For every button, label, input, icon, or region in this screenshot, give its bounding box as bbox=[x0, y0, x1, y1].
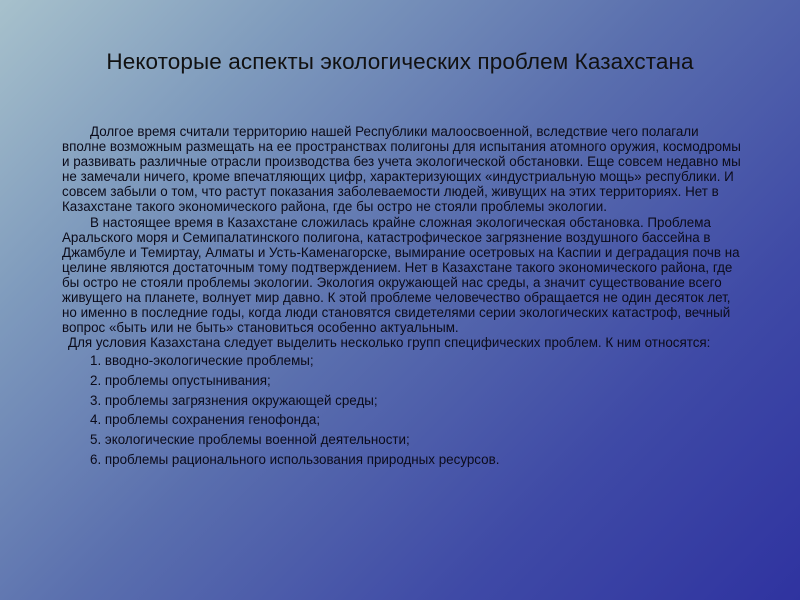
paragraph-1: Долгое время считали территорию нашей Республики малоосвоенной, вследствие чего полагали вполне возможным размещать на ее пространствах полигоны для испытания атомного оружия, космодромы и развивать различные отрасли производства без учета экологической обстановки. Еще совсем недавно мы не замечали ничего, кроме впечатляющих цифр, характеризующих «индустриальную мощь» республики. И совсем забыли о том, что растут показания заболеваемости людей, живущих на этих территориях. Нет в Казахстане такого экономического района, где бы остро не стояли проблемы экологии. bbox=[62, 124, 741, 215]
paragraph-3: Для условия Казахстана следует выделить несколько групп специфических проблем. К ним относятся: bbox=[68, 335, 711, 351]
problems-list bbox=[90, 353, 742, 467]
slide-body bbox=[62, 124, 742, 472]
slide-title: Некоторые аспекты экологических проблем Казахстана bbox=[106, 49, 694, 74]
list-item: 6. проблемы рационального использования природных ресурсов. bbox=[90, 451, 500, 467]
paragraph-2: В настоящее время в Казахстане сложилась крайне сложная экологическая обстановка. Проблема Аральского моря и Семипалатинского полигона, катастрофическое загрязнение воздушного бассейна в Джамбуле и Темиртау, Алматы и Усть-Каменагорске, вымирание осетровых на Каспии и деградация почв на целине являются достаточным тому подтверждением. Нет в Казахстане такого экономического района, где бы остро не стояли проблемы экологии. Экология окружающей нас среды, а значит существование всего живущего на планете, волнует мир давно. К этой проблеме человечество обращается не один десяток лет, но именно в последние годы, когда люди становятся свидетелями серии экологических катастроф, вечный вопрос «быть или не быть» становиться особенно актуальным. bbox=[62, 214, 740, 336]
list-item: 5. экологические проблемы военной деятельности; bbox=[90, 432, 410, 448]
list-item: 1. вводно-экологические проблемы; bbox=[90, 353, 314, 369]
list-item: 3. проблемы загрязнения окружающей среды; bbox=[90, 392, 378, 408]
list-item: 2. проблемы опустынивания; bbox=[90, 373, 271, 389]
list-item: 4. проблемы сохранения генофонда; bbox=[90, 412, 321, 428]
